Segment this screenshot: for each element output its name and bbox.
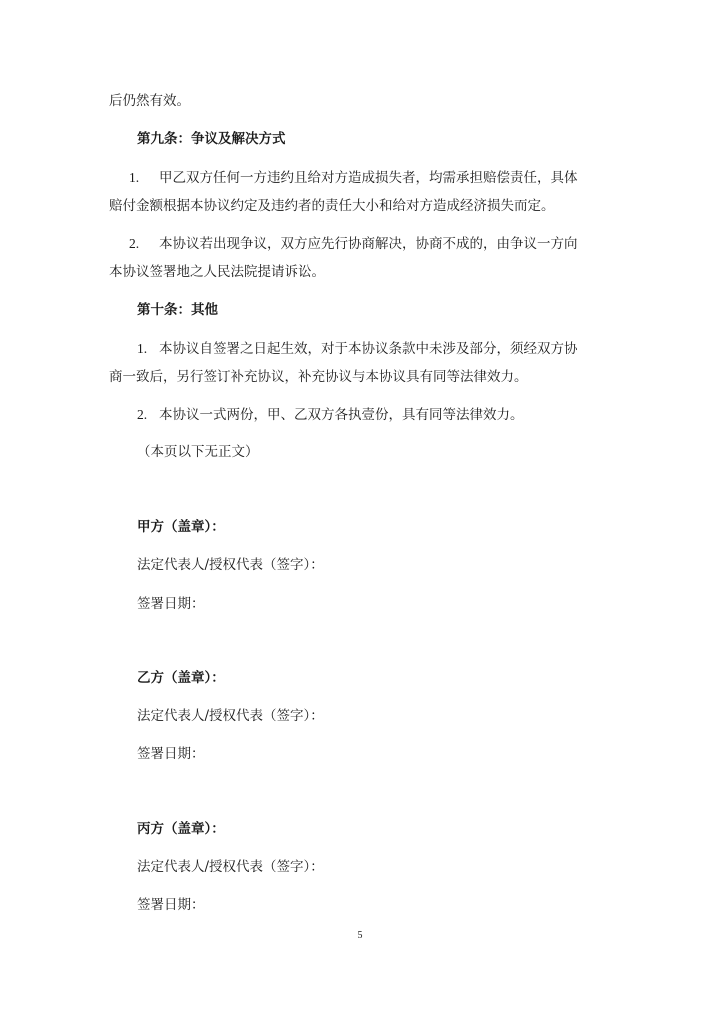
article-10-item-2-line-1 — [137, 405, 524, 425]
article-10-item-1-line-2: 商一致后，另行签订补充协议，补充协议与本协议具有同等法律效力。 — [109, 369, 528, 385]
article-10-item-1-number: 1. — [137, 341, 148, 356]
party-a-date-label: 签署日期： — [137, 596, 205, 612]
party-c-date-label: 签署日期： — [137, 897, 205, 913]
article-10-heading: 第十条：其他 — [137, 302, 218, 318]
article-9-item-1-line-1 — [129, 168, 578, 188]
article-10-item-1-line-1 — [137, 339, 578, 359]
article-9-item-1-number: 1. — [129, 170, 140, 185]
article-9-heading: 第九条：争议及解决方式 — [137, 131, 286, 147]
party-a-seal-label: 甲方（盖章）： — [137, 519, 225, 535]
article-9-item-2-number: 2. — [129, 236, 140, 251]
article-10-item-1-text: 本协议自签署之日起生效，对于本协议条款中未涉及部分，须经双方协 — [159, 341, 578, 357]
article-9-item-2-line-1 — [129, 234, 578, 254]
article-9-item-2-text: 本协议若出现争议，双方应先行协商解决，协商不成的，由争议一方向 — [159, 236, 578, 252]
article-9-item-1-text: 甲乙双方任何一方违约且给对方造成损失者，均需承担赔偿责任，具体 — [159, 170, 578, 186]
no-text-note: （本页以下无正文） — [137, 444, 259, 460]
article-9-item-2-line-2: 本协议签署地之人民法院提请诉讼。 — [109, 264, 325, 280]
party-c-representative-label: 法定代表人/授权代表（签字）： — [137, 859, 324, 875]
party-b-seal-label: 乙方（盖章）： — [137, 670, 225, 686]
page-number: 5 — [357, 930, 363, 941]
party-a-representative-label: 法定代表人/授权代表（签字）： — [137, 557, 324, 573]
party-b-representative-label: 法定代表人/授权代表（签字）： — [137, 708, 324, 724]
party-c-seal-label: 丙方（盖章）： — [137, 821, 225, 837]
party-b-date-label: 签署日期： — [137, 746, 205, 762]
carryover-text: 后仍然有效。 — [109, 93, 190, 109]
article-10-item-2-text: 本协议一式两份，甲、乙双方各执壹份，具有同等法律效力。 — [159, 407, 524, 423]
article-9-item-1-line-2: 赔付金额根据本协议约定及违约者的责任大小和给对方造成经济损失而定。 — [109, 198, 555, 214]
article-10-item-2-number: 2. — [137, 407, 148, 422]
